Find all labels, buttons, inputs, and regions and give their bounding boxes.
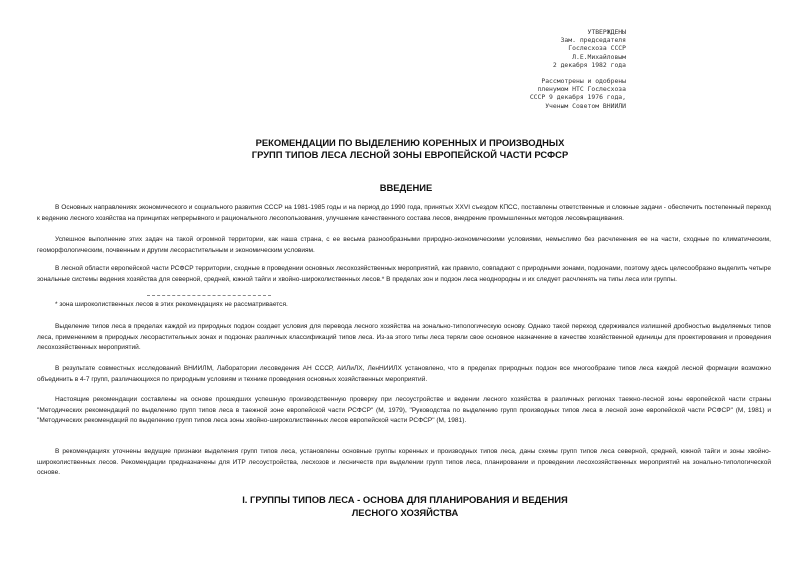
section-heading-line-2: ЛЕСНОГО ХОЗЯЙСТВА: [351, 507, 459, 518]
title-line-1: РЕКОМЕНДАЦИИ ПО ВЫДЕЛЕНИЮ КОРЕННЫХ И ПРОИЗВОДНЫХ: [255, 137, 565, 148]
introduction-heading: ВВЕДЕНИЕ: [379, 182, 433, 193]
approval-line: Гослесхоза СССР: [568, 44, 626, 53]
approval-line: Л.Е.Михайловым: [572, 52, 626, 61]
section-heading-line-1: I. ГРУППЫ ТИПОВ ЛЕСА - ОСНОВА ДЛЯ ПЛАНИРОВАНИЯ И ВЕДЕНИЯ: [242, 494, 568, 505]
footnote: * зона широколиственных лесов в этих рекомендациях не рассматривается.: [55, 301, 288, 308]
approval-block: [480, 28, 626, 110]
approval-line: УТВЕРЖДЕНЫ: [587, 28, 626, 36]
footnote-divider: [147, 295, 271, 296]
review-line: пленумом НТС Гослесхоза: [537, 85, 626, 94]
section-heading: [200, 493, 610, 519]
review-line: Рассмотрены и одобрены: [541, 77, 626, 86]
paragraph-6: Настоящие рекомендации составлены на основе прошедших успешную производственную проверку при лесоустройстве и ведении лесного хозяйства в различных регионах таежно-лесной зоны европейской части страны "Методических рекомендаций по выделению групп типов леса в таежной зоне европейской части РСФСР" (М, 1979), "Руководства по выделению групп производных типов леса в лесной зоне европейской части РСФСР" (М, 1981) и "Методических рекомендаций по выделению групп типов леса зоны хвойно-широколиственных лесов европейской части РСФСР" (М, 1981).: [37, 396, 771, 425]
paragraph-5: В результате совместных исследований ВНИИЛМ, Лаборатории лесоведения АН СССР, АИЛиЛХ, ЛенНИИЛХ установлено, что в пределах природных подзон все многообразие типов леса каждой лесной формации возможно объединить в 4-7 групп, различающихся по природным условиям и технике проведения основных хозяйственных мероприятий.: [37, 365, 771, 383]
title-line-2: ГРУПП ТИПОВ ЛЕСА ЛЕСНОЙ ЗОНЫ ЕВРОПЕЙСКОЙ ЧАСТИ РСФСР: [251, 149, 569, 160]
document-title: [150, 137, 670, 161]
paragraph-3: В лесной области европейской части РСФСР территории, сходные в проведении основных лесохозяйственных мероприятий, как правило, совпадают с природными зонами, подзонами, поэтому здесь целесообразно выделить четыре зональные системы ведения хозяйства для северной, средней, южной тайги и хвойно-широколиственных лесов.* В пределах зон и подзон леса неоднородны и их следует расчленять на типы леса или группы.: [37, 265, 771, 283]
review-line: СССР 9 декабря 1976 года,: [529, 93, 626, 102]
paragraph-1: В Основных направлениях экономического и социального развития СССР на 1981-1985 годы и на период до 1990 года, принятых XXVI съездом КПСС, поставлены ответственные и сложные задачи - обеспечить постепенный переход к ведению лесного хозяйства на принципах непрерывного и рационального лесопользования, улучшение качественного состава лесов, внедрение промышленных методов лесовыращивания.: [37, 204, 771, 222]
approval-spacer: [480, 69, 626, 77]
review-line: Ученым Советом ВНИИЛИ: [545, 101, 626, 110]
approval-line: Зам. председателя: [560, 36, 626, 45]
approval-line: 2 декабря 1982 года: [552, 60, 626, 69]
paragraph-2: Успешное выполнение этих задач на такой огромной территории, как наша страна, с ее весьма разнообразными природно-экономическими условиями, немыслимо без расчленения ее на части, сходные по климатическим, геоморфологическим, почвенным и другим лесорастительным и экономическим условиям.: [37, 236, 771, 254]
paragraph-7: В рекомендациях уточнены ведущие признаки выделения групп типов леса, установлены основные группы коренных и производных типов леса, даны схемы групп типов леса северной, средней, южной тайги и зоны хвойно-широколиственных лесов. Рекомендации предназначены для ИТР лесоустройства, лесхозов и лесничеств при выделении групп типов леса, планировании и проведении лесохозяйственных мероприятий на зонально-типологической основе.: [37, 448, 771, 477]
paragraph-4: Выделение типов леса в пределах каждой из природных подзон создает условия для перевода лесного хозяйства на зонально-типологическую основу. Однако такой переход сдерживался излишней дробностью выделяемых типов леса, применением в природных лесорастительных зонах и подзонах различных классификаций типов леса. Из-за этого типы леса теряли свое основное назначение в качестве хозяйственной единицы для проектирования и проведения лесохозяйственных мероприятий.: [37, 323, 771, 352]
